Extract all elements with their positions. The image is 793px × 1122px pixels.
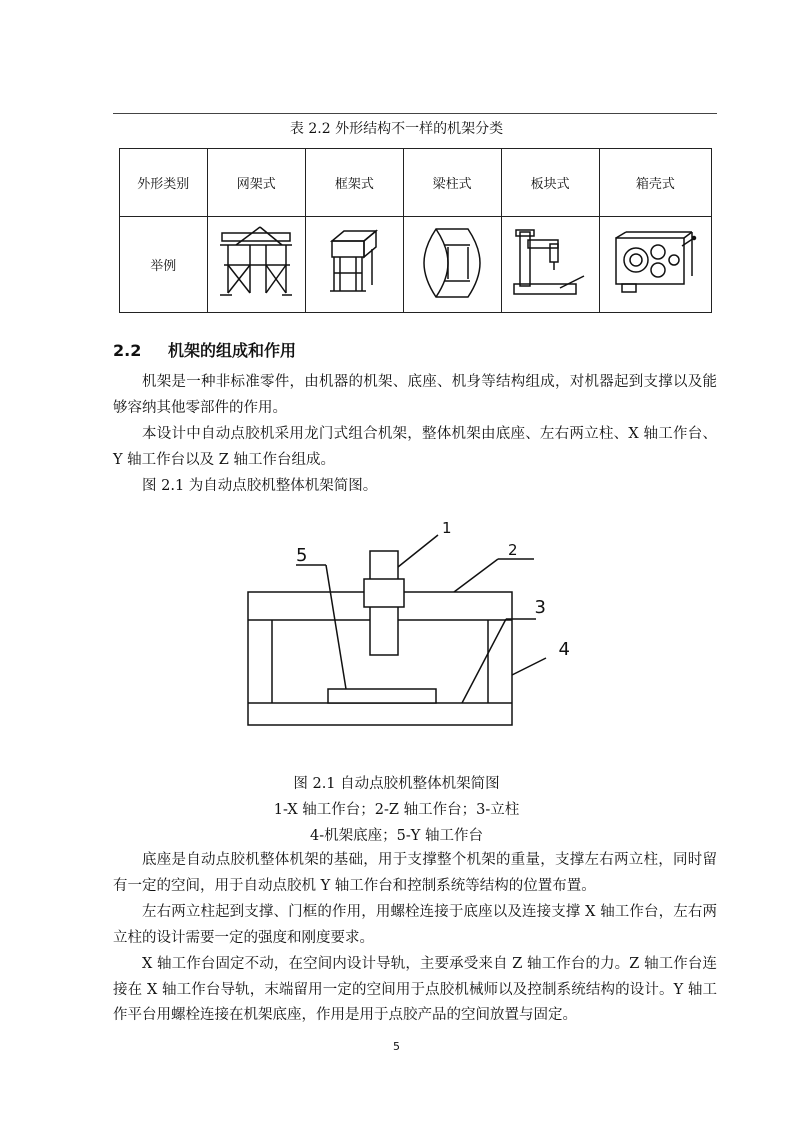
box-frame-sketch bbox=[305, 217, 403, 313]
frame-type-table bbox=[119, 148, 712, 313]
leader-4 bbox=[512, 658, 546, 675]
beam-column-sketch bbox=[403, 217, 501, 313]
label-1: 1 bbox=[442, 519, 452, 537]
type-net: 网架式 bbox=[207, 149, 305, 217]
leader-5 bbox=[326, 565, 346, 689]
x-axis-carriage bbox=[364, 579, 404, 607]
box-shell-sketch bbox=[599, 217, 711, 313]
type-plate-block: 板块式 bbox=[501, 149, 599, 217]
section-heading bbox=[113, 338, 296, 361]
label-5: 5 bbox=[296, 545, 308, 566]
paragraph-1: 机架是一种非标准零件，由机器的机架、底座、机身等结构组成，对机器起到支撑以及能够容纳其他零部件的作用。 bbox=[113, 374, 717, 416]
figure-caption: 图 2.1 自动点胶机整体机架简图 bbox=[293, 776, 500, 792]
label-4: 4 bbox=[558, 639, 570, 660]
type-box-shell: 箱壳式 bbox=[599, 149, 711, 217]
top-rule bbox=[113, 113, 717, 114]
leader-3 bbox=[462, 619, 506, 703]
paragraph-3: 图 2.1 为自动点胶机整体机架简图。 bbox=[142, 478, 378, 494]
y-axis-table bbox=[328, 689, 436, 703]
paragraph-4: 底座是自动点胶机整体机架的基础，用于支撑整个机架的重量，支撑左右两立柱，同时留有一定的空间，用于自动点胶机 Y 轴工作台和控制系统等结构的位置布置。 bbox=[113, 852, 717, 894]
figure-legend-line-1: 1-X 轴工作台；2-Z 轴工作台；3-立柱 bbox=[273, 802, 520, 818]
table-example-row bbox=[120, 217, 712, 313]
table-header-row bbox=[120, 149, 712, 217]
type-beam-column: 梁柱式 bbox=[403, 149, 501, 217]
label-2: 2 bbox=[508, 541, 518, 559]
figure-legend-line-2: 4-机架底座；5-Y 轴工作台 bbox=[310, 828, 483, 844]
section-title: 机架的组成和作用 bbox=[168, 341, 297, 360]
paragraph-2: 本设计中自动点胶机采用龙门式组合机架，整体机架由底座、左右两立柱、X 轴工作台、Y 轴工作台以及 Z 轴工作台组成。 bbox=[113, 426, 717, 468]
leader-2 bbox=[454, 559, 498, 592]
paragraph-5: 左右两立柱起到支撑、门框的作用，用螺栓连接于底座以及连接支撑 X 轴工作台，左右两立柱的设计需要一定的强度和刚度要求。 bbox=[113, 904, 717, 946]
section-number: 2.2 bbox=[113, 341, 142, 360]
plate-block-sketch bbox=[501, 217, 599, 313]
gantry-frame-diagram bbox=[230, 515, 570, 740]
label-3: 3 bbox=[534, 597, 546, 618]
type-frame: 框架式 bbox=[305, 149, 403, 217]
paragraph-6: X 轴工作台固定不动，在空间内设计导轨，主要承受来自 Z 轴工作台的力。Z 轴工作台连接在 X 轴工作台导轨，末端留用一定的空间用于点胶机械师以及控制系统结构的设计。Y 轴工作平台用螺栓连接在机架底座，作用是用于点胶产品的空间放置与固定。 bbox=[113, 956, 717, 1023]
table-caption: 表 2.2 外形结构不一样的机架分类 bbox=[289, 121, 504, 137]
net-frame-sketch bbox=[207, 217, 305, 313]
example-label: 举例 bbox=[120, 217, 208, 313]
page-number: 5 bbox=[393, 1040, 400, 1053]
leader-1 bbox=[398, 535, 438, 567]
table-header-label: 外形类别 bbox=[120, 149, 208, 217]
